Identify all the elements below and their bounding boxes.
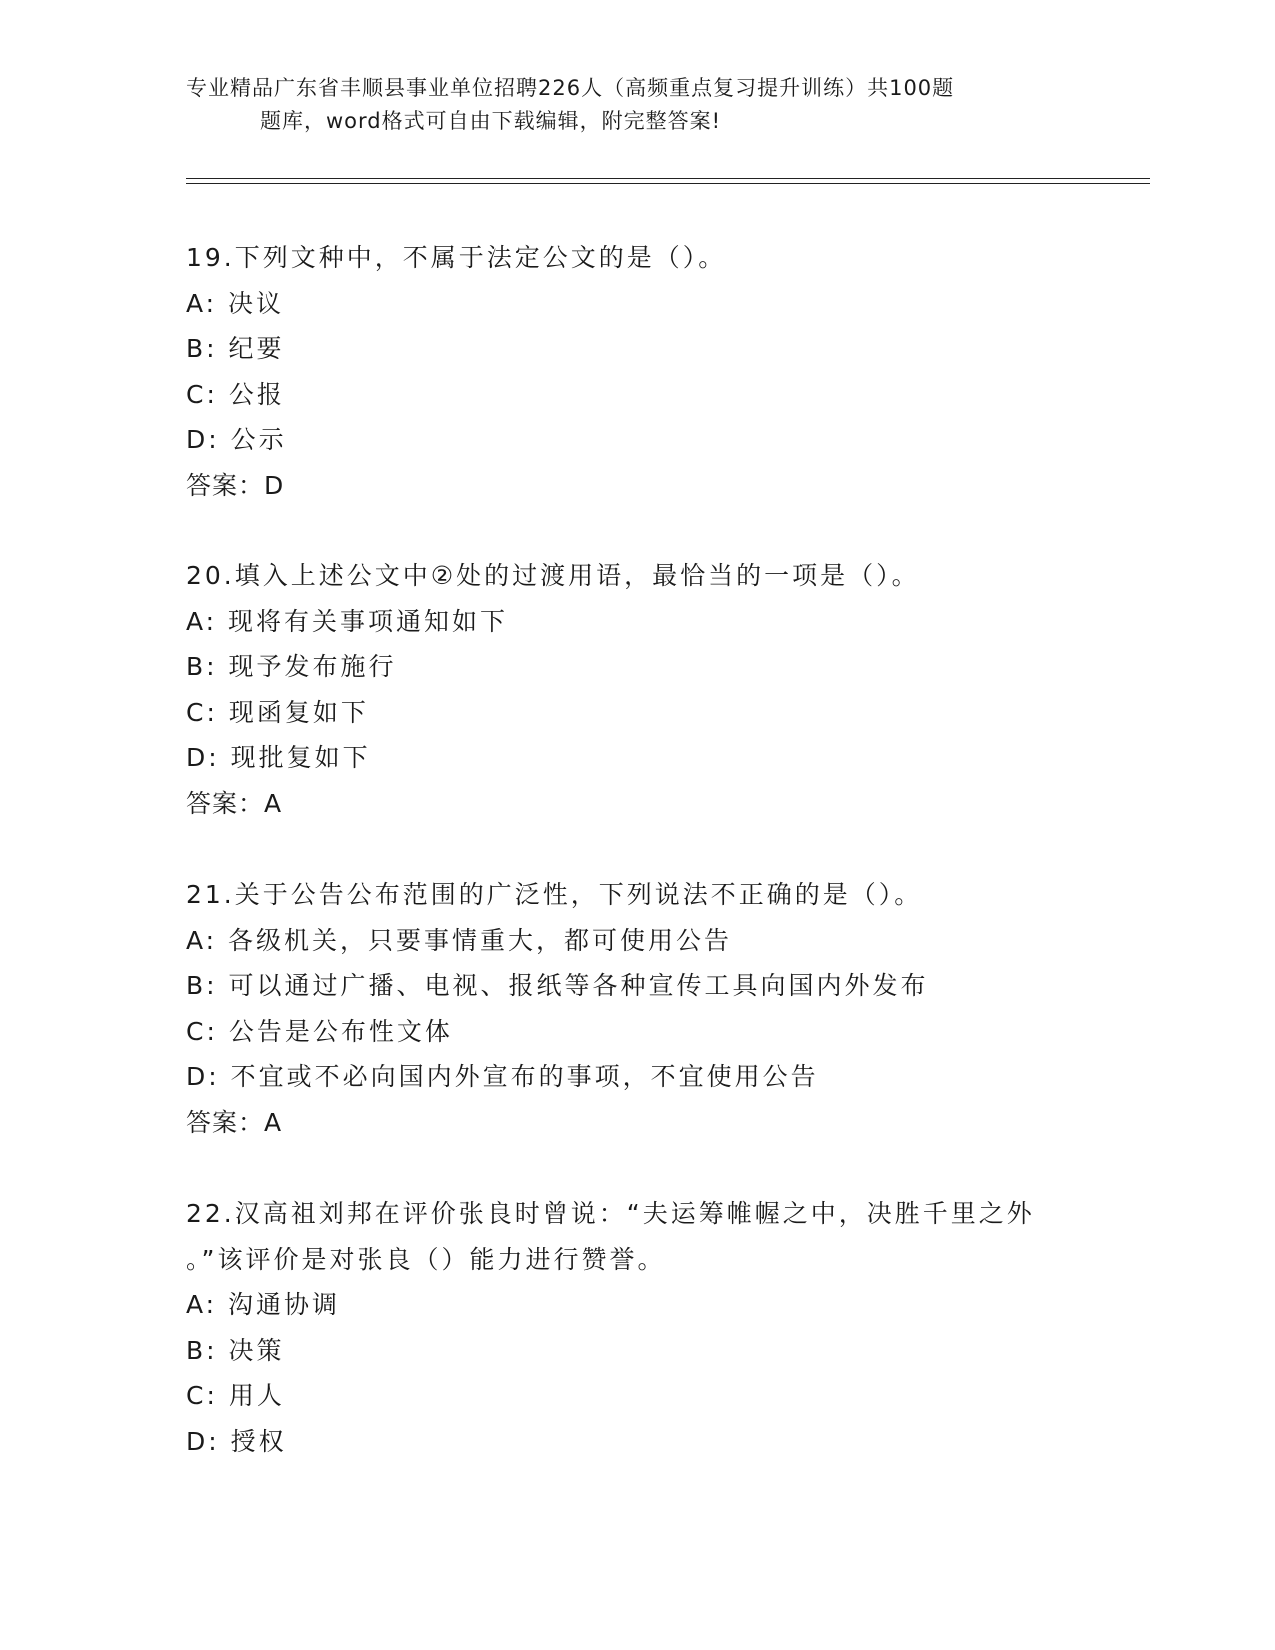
- option-d: D: 授权: [186, 1426, 287, 1456]
- question-stem-line-2: 。”该评价是对张良（）能力进行赞誉。: [186, 1244, 666, 1274]
- option-d: D: 公示: [186, 425, 287, 454]
- question-stem: 19.下列文种中，不属于法定公文的是（）。: [186, 243, 727, 272]
- option-a: A: 决议: [186, 288, 285, 318]
- option-c: C: 现函复如下: [186, 697, 369, 727]
- question-22: [186, 1191, 1086, 1464]
- option-b: B: 纪要: [186, 334, 285, 363]
- option-a: A: 沟通协调: [186, 1290, 341, 1319]
- option-c: C: 公报: [186, 379, 285, 409]
- header-title-line-2: 题库，word格式可自由下载编辑，附完整答案!: [260, 109, 722, 133]
- option-b: B: 决策: [186, 1335, 285, 1365]
- option-b: B: 可以通过广播、电视、报纸等各种宣传工具向国内外发布: [186, 971, 929, 1000]
- question-21: [186, 872, 1086, 1145]
- option-c: C: 用人: [186, 1381, 285, 1410]
- question-20: [186, 553, 1086, 826]
- question-stem: 21.关于公告公布范围的广泛性，下列说法不正确的是（）。: [186, 880, 923, 909]
- option-a: A: 现将有关事项通知如下: [186, 606, 509, 636]
- option-c: C: 公告是公布性文体: [186, 1016, 453, 1046]
- header-divider-top: [186, 178, 1150, 179]
- question-stem: 20.填入上述公文中②处的过渡用语，最恰当的一项是（）。: [186, 561, 920, 590]
- option-b: B: 现予发布施行: [186, 652, 397, 681]
- document-header: [186, 72, 1086, 138]
- option-d: D: 不宜或不必向国内外宣布的事项，不宜使用公告: [186, 1062, 819, 1091]
- header-divider-bottom: [186, 183, 1150, 184]
- header-title-line-1: 专业精品广东省丰顺县事业单位招聘226人（高频重点复习提升训练）共100题: [186, 76, 955, 100]
- option-d: D: 现批复如下: [186, 743, 371, 772]
- question-stem-line-1: 22.汉高祖刘邦在评价张良时曾说：“夫运筹帷幄之中，决胜千里之外: [186, 1199, 1035, 1228]
- answer-line: 答案：D: [186, 470, 285, 500]
- answer-line: 答案：A: [186, 1107, 283, 1137]
- option-a: A: 各级机关，只要事情重大，都可使用公告: [186, 925, 733, 955]
- answer-line: 答案：A: [186, 788, 283, 818]
- question-19: [186, 235, 1086, 508]
